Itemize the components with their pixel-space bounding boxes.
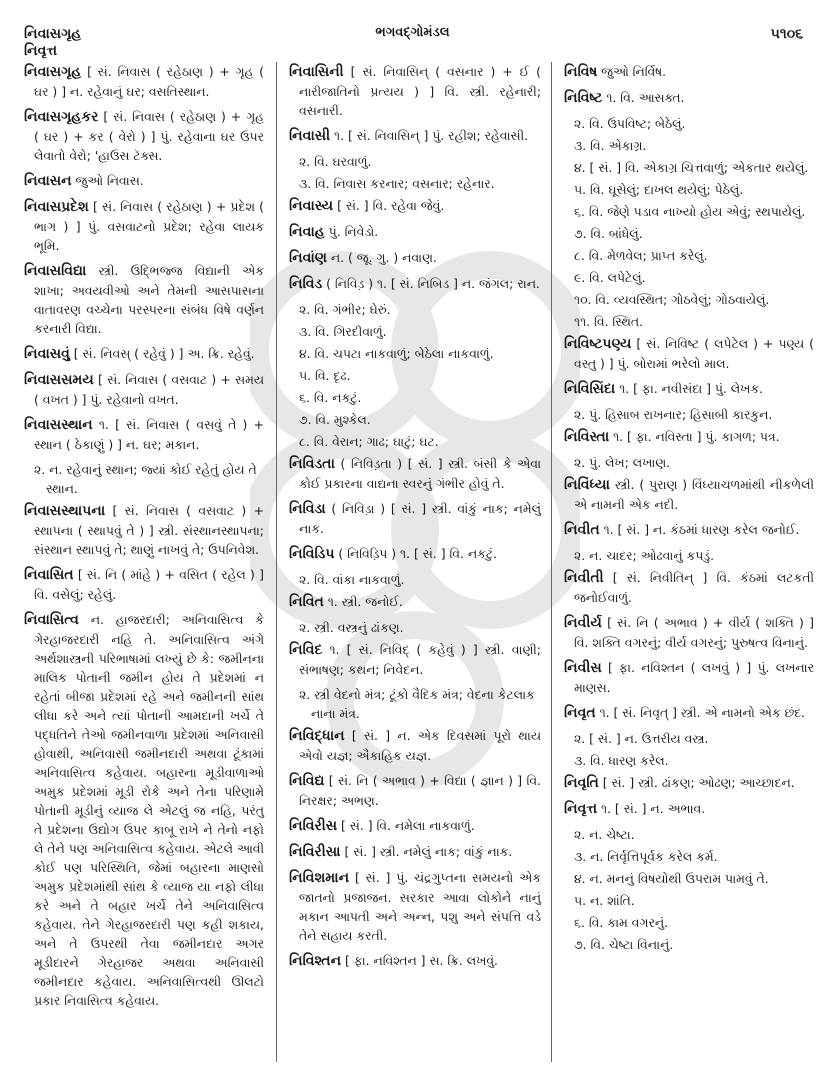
dictionary-entry (289, 126, 541, 146)
dictionary-entry (24, 171, 264, 191)
entry-definition: ૧. [ સં. ] ન. અભાવ. (600, 801, 706, 816)
headword: નિવાસ્ય (289, 198, 334, 214)
entry-sense: ૬. વિ. કામ વગરનું. (574, 915, 669, 930)
headword: નિવિરીસા (289, 844, 341, 860)
headword: નિવિદ્ધાન (289, 728, 345, 744)
dictionary-entry (24, 62, 264, 101)
entry-sense: ૮. વિ. મેળવેલ; પ્રાપ્ત કરેલું. (574, 248, 708, 263)
dictionary-entry (289, 592, 541, 612)
entry-definition: જુઓ નિર્વિષ. (601, 64, 667, 79)
entry-definition: [ સં. નિવાસ ( રહેઠાણ ) + પ્રદેશ ( ભાગ ) ] પું. વસવાટનો પ્રદેશ; રહેવા લાયક ભૂમિ. (34, 199, 264, 253)
dictionary-entry (24, 344, 264, 364)
entry-definition: [ ફા. નવિશ્તન ( લખવું ) ] પું. લખનાર માણસ. (574, 660, 814, 695)
headword: નિવૃતિ (564, 775, 599, 791)
headword: નિવીર્ય (564, 615, 602, 631)
entry-sense: ૨. પું. હિસાબ રાખનાર; હિસાબી કારકુન. (574, 407, 773, 422)
entry-sense: ૨. [ સં. ] ન. ઉત્તરીય વસ્ત્ર. (574, 731, 709, 746)
headword: નિવિરીસ (289, 818, 338, 834)
headword: નિવિડ (289, 276, 323, 292)
headword: નિવાંણ (289, 250, 327, 266)
column-2 (276, 62, 552, 1062)
headword: નિવિસિંદા (564, 381, 616, 397)
dictionary-entry (289, 499, 541, 538)
entry-sense: ૨. ન. ચેષ્ટા. (574, 827, 635, 842)
entry-sense: ૭. વિ. ચેષ્ટા વિનાનું. (574, 937, 674, 952)
entry-definition: પું. નિવેડો. (328, 224, 379, 239)
headword: નિવિષ (564, 64, 598, 80)
headword: નિવિદ્ય (289, 773, 325, 789)
dictionary-entry (564, 799, 814, 819)
entry-definition: [ સં. ] વિ. નમેલા નાકવાળું. (341, 818, 475, 833)
headword: નિવિડિપ (289, 546, 335, 562)
entry-definition: [ સં. નિવાસ ( રહેઠાણ ) + ગૃહ ( ઘર ) ] ન. રહેવાનું ઘર; વસતિસ્થાન. (34, 64, 264, 99)
entry-definition: [ સં. નિ ( અભાવ ) + વિદ્યા ( જ્ઞાન ) ] વિ. નિરક્ષર; અભણ. (299, 773, 541, 808)
entry-sense: ૩. વિ. ગિરદીવાળું. (299, 324, 387, 339)
entry-sense: ૨. વિ. ઉપવિષ્ટ; બેઠેલું. (574, 116, 686, 131)
dictionary-entry (24, 415, 264, 454)
dictionary-entry (289, 640, 541, 679)
dictionary-entry (289, 726, 541, 765)
dictionary-entry (564, 62, 814, 82)
entry-definition: ( નિવિડ઼તા ) [ સં. ] સ્ત્રી. બંસી કે એવા કોઈ પ્રકારના વાદ્યના સ્વરનું ગંભીર હોવું તે. (299, 456, 541, 491)
dictionary-entry (289, 951, 541, 971)
entry-definition: [ સં. નિવાસિન્ ( વસનાર ) + ઈ ( નારીજાતિનો પ્રત્યય ) ] વિ. સ્ત્રી. રહેનારી; વસનારી. (299, 64, 541, 118)
entry-definition: ન. હાજરદારી; અનિવાસિત્વ કે ગેરહાજરદારી નહિ તે. અનિવાસિત્વ અંગે અર્થશાસ્ત્રની પરિભાષામાં લખ્યું છે કે: જમીનના માલિક પોતાની જમીન હોય તે પ્રદેશમાં ન રહેતાં બીજા પ્રદેશમાં રહે અને જમીનની સાંથ લીધા કરે અને ત્યાં પોતાની આમદાની ખર્ચે તે પદ્ધતિને તેઓ જમીનવાળા પ્રદેશમાં અનિવાસી હોવાથી, અનિવાસી જમીનદારી અથવા ટૂંકામાં અનિવાસિત્વ કહેવાય. બહારના મૂડીવાળાઓ અમુક પ્રદેશમાં મૂડી રોકે અને તેના પરિણામે પોતાની મૂડીનું વ્યાજ લે એટલું જ નહિ, પરંતુ તે પ્રદેશના ઉદ્યોગ ઉપર કાબૂ રાખે ને તેનો નફો લે તેને પણ અનિવાસિત્વ કહેવાય. એટલે આવી કોઈ પણ પરિસ્થિતિ, જેમાં બહારના માણસો અમુક પ્રદેશમાંથી સાંથ કે વ્યાજ યા નફો લીધા કરે અને તે બહાર ખર્ચે તેને અનિવાસિત્વ કહેવાય. તેને ગેરહાજરદારી પણ કહી શકાય, અને તે ઉપરથી તેવા જમીનદાર અગર મૂડીદારને ગેરહાજર અથવા અનિવાસી જમીનદાર કહેવાય. અનિવાસિત્વથી ઊલટો પ્રકાર નિવાસિત્વ કહેવાય. (34, 612, 264, 1008)
dictionary-entry (24, 610, 264, 1010)
dictionary-entry (289, 771, 541, 810)
headword: નિવૃત (564, 705, 596, 721)
entry-definition: ૧. [ ફા. નવિસ્તા ] પું. કાગળ; પત્ર. (613, 429, 780, 444)
dictionary-entry (564, 379, 814, 399)
dictionary-entry (564, 427, 814, 447)
entry-sense: ૨. સ્ત્રી વેદનો મંત્ર; ટૂંકો વૈદિક મંત્ર; વેદના કેટલાક નાના મંત્ર. (299, 687, 535, 721)
entry-sense: ૫. ન. શાંતિ. (574, 893, 635, 908)
entry-definition: [ સં. નિ ( માંહે ) + વસિત ( રહેલ ) ] વિ. વસેલું; રહેલું. (34, 567, 264, 602)
entry-sense: ૭. વિ. મુશ્કેલ. (299, 412, 371, 427)
dictionary-entry (289, 274, 541, 294)
entry-definition: [ સં. નિવાસ ( વસવાટ ) + સમય ( વખત ) ] પું. રહેવાનો વખત. (34, 372, 264, 407)
dictionary-entry (24, 197, 264, 255)
dictionary-entry (289, 816, 541, 836)
headword: નિવિષ્ટપણ્ય (564, 336, 632, 352)
entry-sense: ૨. વિ. ગંભીર; ઘેરું. (299, 302, 391, 317)
entry-definition: [ સં. નિવસ્ ( રહેવું ) ] અ. ક્રિ. રહેવું. (73, 346, 255, 361)
column-3 (552, 62, 814, 1062)
entry-definition: ૧. [ સં. નિવિદ્ ( કહેવું ) ] સ્ત્રી. વાણી; સંભાષણ; કથન; નિવેદન. (299, 642, 541, 677)
headword: નિવાસિની (289, 64, 344, 80)
entry-sense: ૪. વિ. ચપટા નાકવાળું; બેઠેલા નાકવાળું. (299, 346, 494, 361)
entry-sense: ૨. ન. રહેવાનું સ્થાન; જ્યાં કોઈ રહેતું હોય તે સ્થાન. (34, 462, 257, 496)
entry-sense: ૩. વિ. ધારણ કરેલ. (574, 753, 669, 768)
dictionary-columns (24, 62, 814, 1062)
entry-sense: ૮. વિ. વેરાન; ગાઢ; ઘાટું; ઘટ. (299, 434, 439, 449)
entry-definition: સ્ત્રી. ઉદ્ભિજ્જ વિદ્યાની એક શાખા; અવયવીઓ અને તેમની આસપાસના વાતાવરણ વચ્ચેના પરસ્પરના સંબંધ વિષે વર્ણન કરનારી વિદ્યા. (34, 263, 264, 336)
dictionary-entry (564, 88, 814, 108)
entry-definition: ( નિવિડ઼ ) ૧. [ સં. નિબિડ ] ન. જંગલ; રાન. (326, 276, 540, 291)
dictionary-entry (564, 475, 814, 514)
entry-definition: [ સં. ] સ્ત્રી. ઢાંકણ; ઓઢણ; આચ્છાદન. (602, 775, 795, 790)
guide-word-last: નિવૃત્ત (24, 43, 58, 59)
dictionary-entry (564, 658, 814, 697)
entry-definition: જુઓ નિવાસ. (75, 173, 144, 188)
entry-sense: ૧૧. વિ. સ્થિત. (574, 314, 644, 329)
entry-definition: સ્ત્રી. ( પુરાણ ) વિંધ્યાચળમાંથી નીકળેલી એ નામની એક નદી. (574, 477, 814, 512)
entry-sense: ૩. ન. નિર્વૃત્તિપૂર્વક કરેલ કર્મ. (574, 849, 718, 864)
headword: નિવાસસ્થાન (24, 417, 93, 433)
headword: નિવૃત્ત (564, 801, 598, 817)
entry-sense: ૩. વિ. એકાગ્ર. (574, 138, 647, 153)
headword: નિવાસપ્રદેશ (24, 199, 89, 215)
entry-sense: ૨. પું. લેખ; લખાણ. (574, 455, 671, 470)
entry-definition: ( નિવિડ઼ા ) [ સં. ] સ્ત્રી. વાંકું નાક; નમેલું નાક. (299, 501, 541, 536)
entry-definition: [ સં. નિવિષ્ટ ( લપેટેલ ) + પણ્ય ( વસ્તુ ) ] પું. બોરામાં ભરેલો માલ. (574, 336, 814, 371)
headword: નિવાસસમય (24, 372, 94, 388)
entry-definition: [ સં. નિવીતિન્ ] વિ. કંઠમાં લટકતી જનોઈવાળું. (574, 570, 814, 605)
headword: નિવાહ (289, 224, 325, 240)
dictionary-entry (289, 454, 541, 493)
entry-sense: ૫. વિ. ઘૂસેલું; દાખલ થયેલું; પેઠેલું. (574, 182, 744, 197)
column-1 (24, 62, 276, 1062)
dictionary-entry (24, 370, 264, 409)
entry-definition: ૧. [ સં. નિવૃત્ ] સ્ત્રી. એ નામનો એક છંદ. (599, 705, 805, 720)
entry-definition: [ સં. નિ ( અભાવ ) + વીર્ય ( શક્તિ ) ] વિ. શક્તિ વગરનું; વીર્ય વગરનું; પુરુષત્વ વિનાનું. (574, 615, 814, 650)
headword: નિવાસિત્વ (24, 612, 79, 628)
dictionary-entry (564, 773, 814, 793)
dictionary-entry (564, 703, 814, 723)
entry-definition: [ ફા. નવિશ્તન ] સ. ક્રિ. લખવું. (344, 953, 498, 968)
dictionary-entry (289, 248, 541, 268)
entry-sense: ૨. વિ. વાંકા નાકવાળું. (299, 572, 405, 587)
entry-sense: ૨. ન. ચાદર; ઓઢવાનું કપડું. (574, 548, 715, 563)
headword: નિવિંધ્યા (564, 477, 610, 493)
page-number: ૫૧૦૬ (770, 26, 803, 42)
entry-definition: ૧. [ સં. નિવાસિન્ ] પું. રહીશ; રહેવાસી. (334, 128, 529, 143)
dictionary-entry (289, 196, 541, 216)
entry-sense: ૩. વિ. નિવાસ કરનાર; વસનાર; રહેનાર. (299, 176, 495, 191)
page-header (0, 0, 825, 58)
dictionary-entry (564, 568, 814, 607)
headword: નિવિષ્ટ (564, 90, 603, 106)
dictionary-entry (24, 501, 264, 559)
dictionary-entry (289, 544, 541, 564)
headword: નિવિત (289, 594, 324, 610)
entry-definition: [ સં. નિવાસ ( રહેઠાણ ) + ગૃહ ( ઘર ) + કર ( વેરો ) ] પું. રહેવાના ઘર ઉપર લેવાતો વેરો; 'હાઉસ ટૅક્સ. (34, 109, 264, 163)
headword: નિવિદ (289, 642, 323, 658)
entry-definition: ૧. [ સં. ] ન. કંઠમાં ધારણ કરેલ જનોઈ. (603, 522, 800, 537)
entry-definition: ૧. [ ફા. નવીસંદા ] પું. લેખક. (619, 381, 764, 396)
entry-sense: ૪. [ સં. ] વિ. એકાગ્ર ચિત્તવાળું; એકતાર થયેલું. (574, 160, 809, 175)
entry-definition: ન. ( જૂ. ગુ. ) નવાણ. (330, 250, 437, 265)
headword: નિવીત (564, 522, 600, 538)
dictionary-entry (24, 261, 264, 338)
entry-sense: ૨. વિ. ઘરવાળું. (299, 154, 372, 169)
entry-sense: ૧૦. વિ. વ્યવસ્થિત; ગોઠવેલું; ગોઠવાયેલું. (574, 292, 770, 307)
entry-sense: ૪. ન. મનનું વિષયોથી ઉપરામ પામવું તે. (574, 871, 769, 886)
headword: નિવિડા (289, 501, 326, 517)
dictionary-entry (564, 613, 814, 652)
entry-definition: [ સં. ] વિ. રહેવા જેવું. (337, 198, 445, 213)
headword: નિવિશમાન (289, 870, 350, 886)
entry-definition: ( નિવિડ઼િપ ) ૧. [ સં. ] વિ. નકટું. (338, 546, 497, 561)
dictionary-entry (24, 565, 264, 604)
book-title: ભગવદ્ગોમંડલ (375, 25, 450, 40)
dictionary-entry (564, 520, 814, 540)
entry-definition: ૧. વિ. આસક્ત. (606, 90, 685, 105)
headword: નિવીતી (564, 570, 604, 586)
headword: નિવિડતા (289, 456, 335, 472)
headword: નિવિસ્તા (564, 429, 610, 445)
entry-sense: ૨. સ્ત્રી. વસ્ત્રનું ઢાંકણ. (299, 620, 404, 635)
headword: નિવાસન (24, 173, 72, 189)
entry-definition: ૧. સ્ત્રી. જનોઈ. (327, 594, 403, 609)
guide-word-first: નિવાસગૃહ (24, 26, 82, 42)
dictionary-entry (289, 222, 541, 242)
entry-sense: ૬. વિ. નકટું. (299, 390, 362, 405)
entry-sense: ૭. વિ. બાંધેલું. (574, 226, 643, 241)
dictionary-entry (289, 842, 541, 862)
headword: નિવાસવિદ્યા (24, 263, 87, 279)
entry-definition: [ સં. નિવાસ ( વસવાટ ) + સ્થાપના ( સ્થાપવું તે ) ] સ્ત્રી. સંસ્થાનસ્થાપના; સંસ્થાન સ્થાપવું તે; થાણું નાખવું તે; ઉપનિવેશ. (34, 503, 264, 557)
entry-definition: ૧. [ સં. નિવાસ ( વસવું તે ) + સ્થાન ( ઠેકાણું ) ] ન. ઘર; મકાન. (34, 417, 264, 452)
headword: નિવાસવું (24, 346, 70, 362)
headword: નિવાસગૃહકર (24, 109, 99, 125)
dictionary-entry (564, 334, 814, 373)
headword: નિવીસ (564, 660, 602, 676)
entry-definition: [ સં. ] પું. ચંદ્રગુપ્તના સમયનો એક જાતનો પ્રજાજન. સરકાર આવા લોકોને નાનું મકાન આપતી અને અન્ન, પશુ અને સંપત્તિ વડે તેને સહાય કરતી. (299, 870, 541, 943)
dictionary-entry (24, 107, 264, 165)
dictionary-entry (289, 62, 541, 120)
dictionary-entry (289, 868, 541, 945)
headword: નિવાસગૃહ (24, 64, 82, 80)
headword: નિવાસસ્થાપના (24, 503, 106, 519)
entry-definition: [ સં. ] ન. એક દિવસમાં પૂરો થાય એવો યજ્ઞ; ઐકાહિક યજ્ઞ. (299, 728, 541, 763)
entry-definition: [ સં. ] સ્ત્રી. નમેલું નાક; વાંકું નાક. (344, 844, 513, 859)
entry-sense: ૬. વિ. જેણે પડાવ નાખ્યો હોય એવું; સ્થપાયેલું. (574, 204, 806, 219)
entry-sense: ૫. વિ. દૃઢ. (299, 368, 351, 383)
headword: નિવાસિત (24, 567, 74, 583)
headword: નિવાસી (289, 128, 331, 144)
entry-sense: ૯. વિ. લપેટેલું. (574, 270, 646, 285)
headword: નિવિશ્તન (289, 953, 342, 969)
